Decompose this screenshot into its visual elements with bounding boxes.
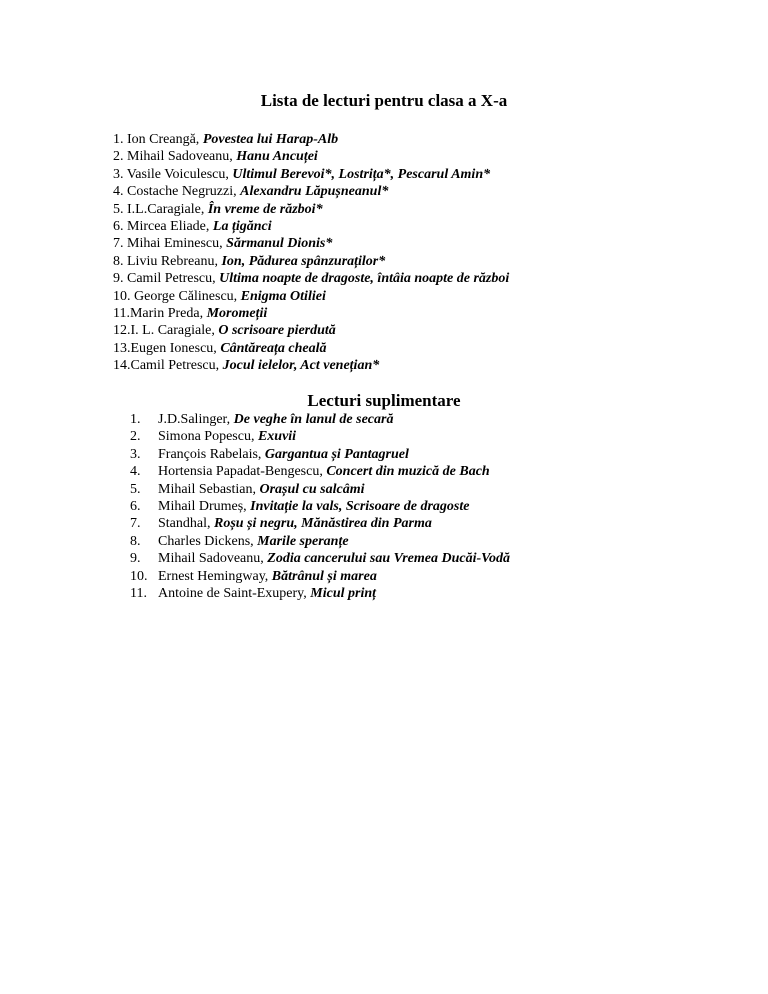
item-number: 5. (130, 481, 141, 497)
item-number: 3. (130, 446, 141, 462)
supplementary-title: Lecturi suplimentare (307, 391, 461, 410)
item-number: 9. (130, 551, 141, 567)
item-work: Roșu și negru, Mănăstirea din Parma (214, 516, 432, 532)
item-work: În vreme de război* (207, 201, 323, 217)
list-item (113, 183, 509, 200)
list-item (113, 148, 509, 165)
item-work: Gargantua și Pantagruel (264, 446, 409, 462)
list-item (113, 270, 509, 287)
list-item (130, 550, 510, 567)
item-author: Antoine de Saint-Exupery, (158, 585, 311, 601)
item-work: Orașul cu salcâmi (259, 481, 365, 497)
item-author: 10. George Călinescu, (113, 288, 241, 304)
item-number: 10. (130, 568, 148, 584)
item-number: 7. (130, 516, 141, 532)
item-author: 3. Vasile Voiculescu, (113, 166, 233, 182)
list-item (130, 533, 510, 550)
item-work: Bătrânul și marea (271, 568, 377, 584)
item-work: Concert din muzică de Bach (326, 464, 490, 480)
list-item (113, 166, 509, 183)
item-work: De veghe în lanul de secară (233, 412, 394, 427)
item-number: 11. (130, 585, 147, 601)
item-number: 4. (130, 464, 141, 480)
list-item (130, 428, 510, 445)
list-item (113, 253, 509, 270)
item-work: Sărmanul Dionis* (226, 236, 333, 252)
item-author: 2. Mihail Sadoveanu, (113, 149, 237, 165)
item-author: 9. Camil Petrescu, (113, 271, 220, 287)
list-item (113, 288, 509, 305)
item-author: Mihail Sadoveanu, (158, 551, 268, 567)
list-item (113, 322, 509, 339)
item-work: Povestea lui Harap-Alb (202, 132, 339, 147)
item-work: Cântăreața cheală (220, 340, 327, 356)
list-item (113, 218, 509, 235)
item-author: 13.Eugen Ionescu, (113, 340, 221, 356)
list-item (130, 515, 510, 532)
list-item (130, 585, 510, 602)
item-work: Exuvii (257, 429, 297, 445)
item-author: Hortensia Papadat-Bengescu, (158, 464, 327, 480)
list-item (130, 446, 510, 463)
item-author: 11.Marin Preda, (113, 305, 207, 321)
item-work: Moromeții (206, 305, 268, 321)
item-author: 6. Mircea Eliade, (113, 218, 213, 234)
list-item (113, 131, 509, 148)
item-work: Micul prinț (310, 585, 377, 601)
item-number: 2. (130, 429, 141, 445)
item-author: Simona Popescu, (158, 429, 258, 445)
item-work: Jocul ielelor, Act venețian* (222, 358, 380, 374)
supplementary-reading-list (130, 411, 510, 602)
item-author: 1. Ion Creangă, (113, 132, 203, 147)
item-author: 7. Mihai Eminescu, (113, 236, 227, 252)
list-item (130, 463, 510, 480)
item-work: Marile speranțe (257, 533, 349, 549)
main-reading-list (113, 131, 509, 374)
item-work: La țigănci (212, 218, 272, 234)
item-work: Ultima noapte de dragoste, întâia noapte de război (219, 271, 510, 287)
item-author: J.D.Salinger, (158, 412, 234, 427)
item-work: Zodia cancerului sau Vremea Ducăi-Vodă (267, 551, 510, 567)
list-item (130, 568, 510, 585)
page-title: Lista de lecturi pentru clasa a X-a (260, 91, 508, 110)
item-work: Ultimul Berevoi*, Lostrița*, Pescarul Amin* (232, 166, 491, 182)
list-item (113, 201, 509, 218)
item-number: 6. (130, 498, 141, 514)
list-item (113, 305, 509, 322)
item-author: 8. Liviu Rebreanu, (113, 253, 222, 269)
item-author: 12.I. L. Caragiale, (113, 323, 219, 339)
item-work: Ion, Pădurea spânzuraților* (221, 253, 386, 269)
item-author: François Rabelais, (158, 446, 265, 462)
item-author: 4. Costache Negruzzi, (113, 184, 241, 200)
list-item (130, 411, 510, 428)
item-author: 5. I.L.Caragiale, (113, 201, 208, 217)
item-author: Mihail Drumeș, (158, 498, 251, 514)
list-item (113, 357, 509, 374)
list-item (130, 498, 510, 515)
list-item (113, 235, 509, 252)
item-work: O scrisoare pierdută (218, 323, 336, 339)
item-author: Standhal, (158, 516, 214, 532)
item-work: Hanu Ancuței (236, 149, 318, 165)
item-number: 8. (130, 533, 141, 549)
list-item (130, 481, 510, 498)
item-work: Alexandru Lăpușneanul* (240, 184, 389, 200)
list-item (113, 340, 509, 357)
item-author: Mihail Sebastian, (158, 481, 260, 497)
item-author: 14.Camil Petrescu, (113, 358, 223, 374)
item-work: Enigma Otiliei (240, 288, 326, 304)
item-work: Invitație la vals, Scrisoare de dragoste (250, 498, 470, 514)
item-author: Ernest Hemingway, (158, 568, 272, 584)
item-number: 1. (130, 412, 141, 427)
item-author: Charles Dickens, (158, 533, 258, 549)
